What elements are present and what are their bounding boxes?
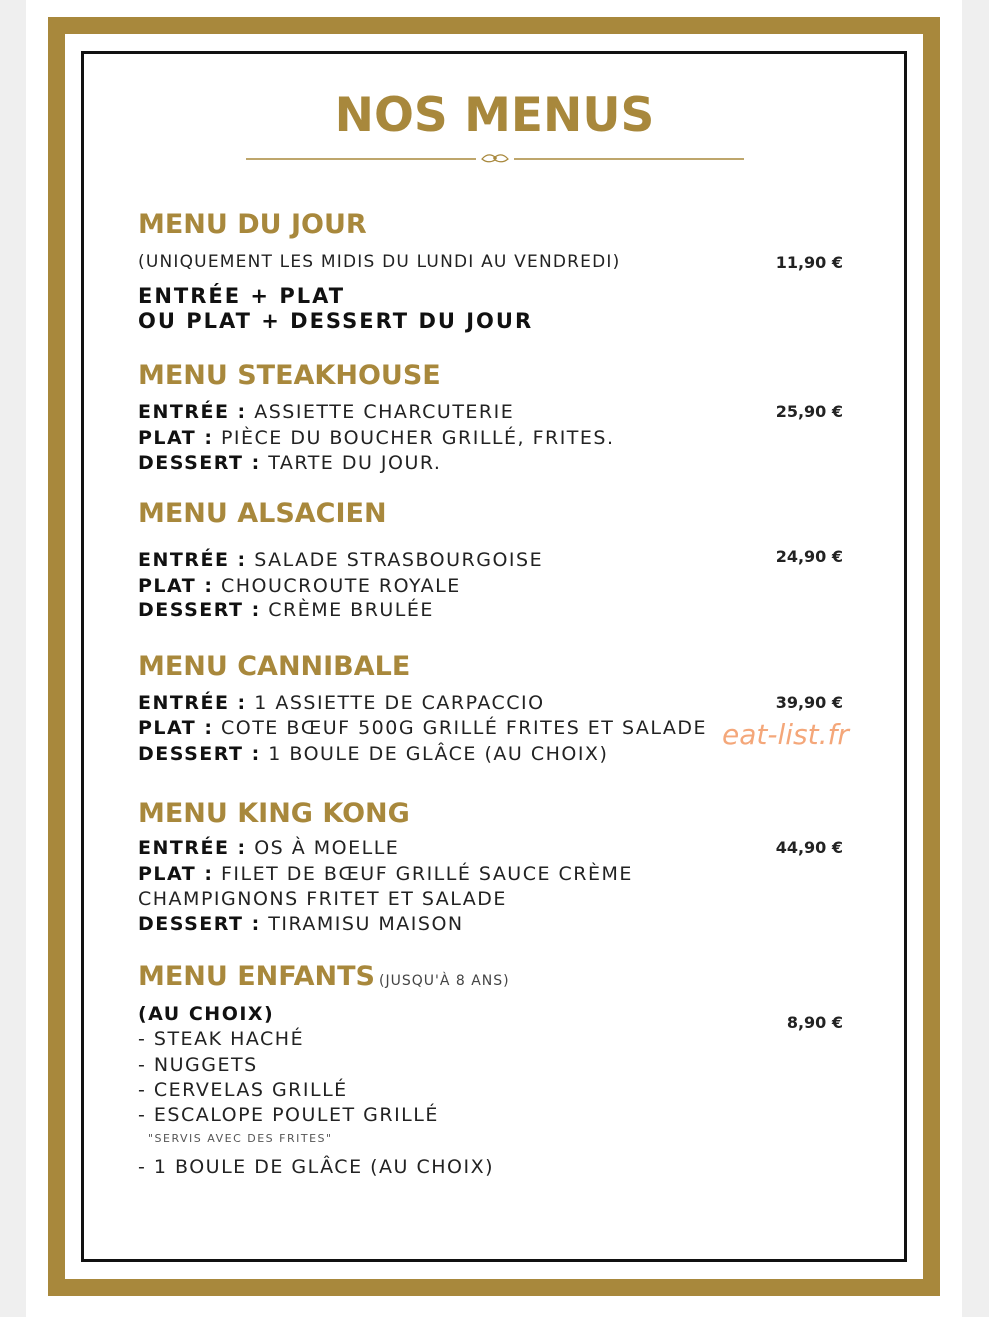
menu-cannibale-heading: MENU CANNIBALE	[138, 651, 411, 682]
menu-alsacien-heading: MENU ALSACIEN	[138, 498, 387, 529]
menu-enfants-option: - ESCALOPE POULET GRILLÉ	[138, 1104, 439, 1126]
menu-alsacien-price: 24,90 €	[775, 547, 843, 566]
menu-enfants-heading	[138, 961, 510, 992]
menu-steakhouse-plat: PLAT : PIÈCE DU BOUCHER GRILLÉ, FRITES.	[138, 427, 615, 449]
menu-du-jour-note: (UNIQUEMENT LES MIDIS DU LUNDI AU VENDREDI)	[138, 252, 621, 272]
menu-king-kong-entree: ENTRÉE : OS À MOELLE	[138, 837, 400, 859]
menu-king-kong-dessert: DESSERT : TIRAMISU MAISON	[138, 913, 464, 935]
watermark-text: eat-list.fr	[722, 718, 849, 751]
menu-cannibale-plat: PLAT : COTE BŒUF 500G GRILLÉ FRITES ET SALADE	[138, 717, 708, 739]
menu-enfants-price: 8,90 €	[786, 1013, 843, 1032]
ornament-divider	[246, 150, 744, 166]
menu-alsacien-dessert: DESSERT : CRÈME BRULÉE	[138, 599, 434, 621]
menu-enfants-option: - STEAK HACHÉ	[138, 1028, 305, 1050]
menu-enfants-age-note: (JUSQU'À 8 ANS)	[378, 973, 510, 989]
menu-du-jour-heading: MENU DU JOUR	[138, 209, 367, 240]
menu-du-jour-line-1: ENTRÉE + PLAT	[138, 284, 346, 308]
menu-alsacien-entree: ENTRÉE : SALADE STRASBOURGOISE	[138, 549, 544, 571]
menu-du-jour-line-2: OU PLAT + DESSERT DU JOUR	[138, 309, 534, 333]
menu-cannibale-dessert: DESSERT : 1 BOULE DE GLÂCE (AU CHOIX)	[138, 743, 609, 765]
menu-du-jour-price: 11,90 €	[775, 253, 843, 272]
menu-steakhouse-entree: ENTRÉE : ASSIETTE CHARCUTERIE	[138, 401, 515, 423]
menu-enfants-option: - NUGGETS	[138, 1054, 258, 1076]
menu-enfants-served-note: "SERVIS AVEC DES FRITES"	[148, 1132, 333, 1145]
menu-enfants-title: MENU ENFANTS	[138, 961, 375, 992]
menu-king-kong-plat-continued: CHAMPIGNONS FRITET ET SALADE	[138, 888, 507, 910]
menu-king-kong-heading: MENU KING KONG	[138, 798, 410, 829]
menu-enfants-option: - CERVELAS GRILLÉ	[138, 1079, 348, 1101]
menu-alsacien-plat: PLAT : CHOUCROUTE ROYALE	[138, 575, 461, 597]
menu-enfants-dessert: - 1 BOULE DE GLÂCE (AU CHOIX)	[138, 1156, 495, 1178]
page-title: NOS MENUS	[334, 88, 655, 143]
menu-enfants-choice-label: (AU CHOIX)	[138, 1003, 275, 1025]
menu-steakhouse-heading: MENU STEAKHOUSE	[138, 360, 441, 391]
menu-steakhouse-price: 25,90 €	[775, 402, 843, 421]
menu-king-kong-plat: PLAT : FILET DE BŒUF GRILLÉ SAUCE CRÈME	[138, 863, 633, 885]
menu-cannibale-price: 39,90 €	[775, 693, 843, 712]
menu-cannibale-entree: ENTRÉE : 1 ASSIETTE DE CARPACCIO	[138, 692, 545, 714]
menu-king-kong-price: 44,90 €	[775, 838, 843, 857]
menu-steakhouse-dessert: DESSERT : TARTE DU JOUR.	[138, 452, 442, 474]
